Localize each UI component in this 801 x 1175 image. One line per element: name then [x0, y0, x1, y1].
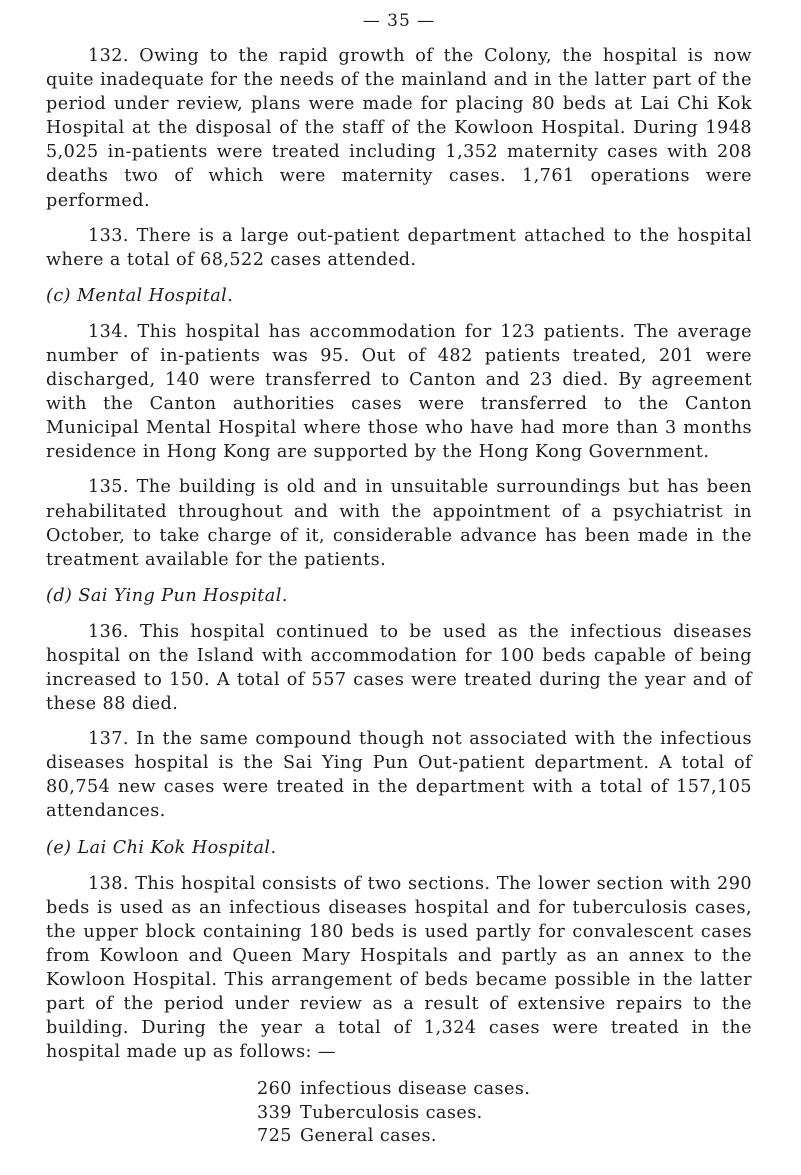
case-label: General cases.: [299, 1126, 437, 1147]
document-page: [46, 10, 752, 1149]
cases-list: [257, 1078, 752, 1149]
paragraph-133: 133. There is a large out-patient department attached to the hospital where a total of 68,522 cases attended.: [46, 225, 752, 270]
section-heading-sai-ying-pun-hospital: [46, 584, 752, 608]
section-title: Sai Ying Pun Hospital.: [78, 585, 288, 606]
paragraph-132: 132. Owing to the rapid growth of the Colony, the hospital is now quite inadequate for the needs of the mainland and in the latter part of the period under review, plans were made for placing 80 beds at Lai Chi Kok Hospital at the disposal of the staff of the Kowloon Hospital. During 1948 5,025 in-patients were treated including 1,352 maternity cases with 208 deaths two of which were maternity cases. 1,761 operations were performed.: [46, 46, 752, 211]
list-item: [257, 1125, 752, 1149]
section-heading-mental-hospital: [46, 284, 752, 308]
list-item: [257, 1102, 752, 1126]
paragraph-136: 136. This hospital continued to be used as the infectious diseases hospital on the Island with accommodation for 100 beds capable of being increased to 150. A total of 557 cases were treated during the year and of these 88 died.: [46, 621, 752, 715]
paragraph-135: 135. The building is old and in unsuitable surroundings but has been rehabilitated throughout and with the appointment of a psychiatrist in October, to take charge of it, considerable advance has been made in the treatment available for the patients.: [46, 477, 752, 570]
section-letter: (d): [46, 585, 73, 606]
paragraph-137: 137. In the same compound though not associated with the infectious diseases hospital is the Sai Ying Pun Out-patient department. A total of 80,754 new cases were treated in the department with a total of 157,105 attendances.: [46, 729, 752, 822]
paragraph-134: 134. This hospital has accommodation for 123 patients. The average number of in-patients was 95. Out of 482 patients treated, 201 were discharged, 140 were transferred to Canton and 23 died. By agreement with the Canton authorities cases were transferred to the Canton Municipal Mental Hospital where those who have had more than 3 months residence in Hong Kong are supported by the Hong Kong Government.: [46, 321, 752, 463]
section-heading-lai-chi-kok-hospital: [46, 836, 752, 860]
paragraph-138: 138. This hospital consists of two sections. The lower section with 290 beds is used as an infectious diseases hospital and for tuberculosis cases, the upper block containing 180 beds is used partly for convalescent cases from Kowloon and Queen Mary Hospitals and partly as an annex to the Kowloon Hospital. This arrangement of beds became possible in the latter part of the period under review as a result of extensive repairs to the building. During the year a total of 1,324 cases were treated in the hospital made up as follows: —: [46, 873, 752, 1063]
case-count: 339: [257, 1102, 292, 1123]
section-letter: (c): [46, 285, 71, 306]
case-count: 725: [257, 1126, 292, 1147]
section-title: Mental Hospital.: [76, 285, 234, 306]
page-number: — 35 —: [362, 11, 436, 31]
section-title: Lai Chi Kok Hospital.: [77, 837, 277, 858]
list-item: [257, 1078, 752, 1102]
section-letter: (e): [46, 837, 72, 858]
case-label: Tuberculosis cases.: [299, 1102, 483, 1123]
case-label: infectious disease cases.: [299, 1079, 531, 1100]
case-count: 260: [257, 1079, 292, 1100]
